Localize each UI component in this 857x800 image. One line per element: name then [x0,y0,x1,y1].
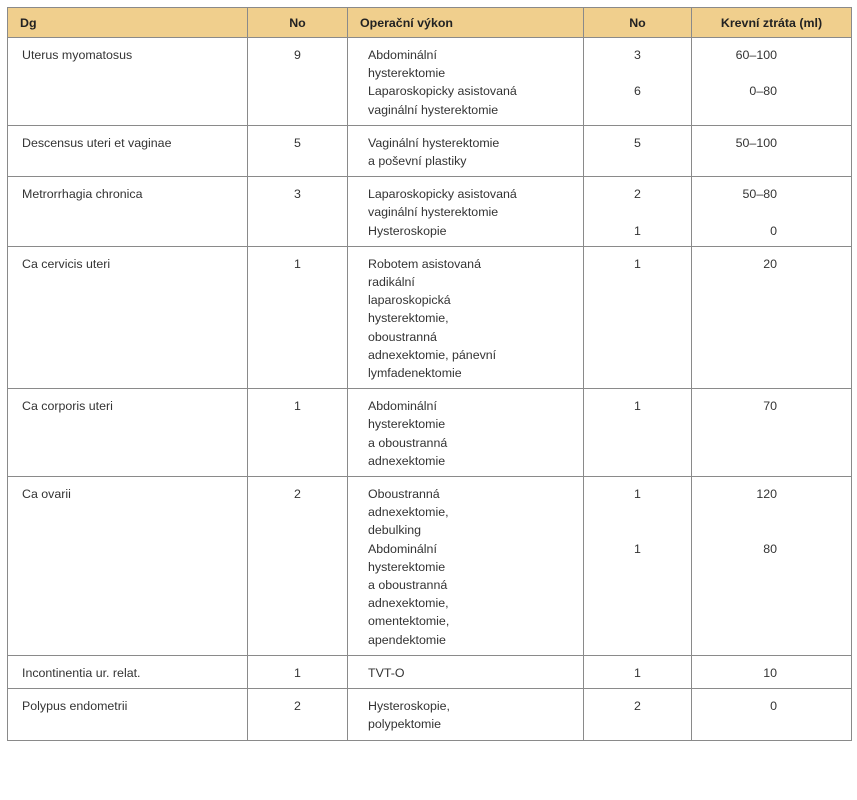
operation-line: a oboustranná [368,435,448,450]
operation-line: omentektomie, [368,614,450,629]
diagnosis-count-cell: 2 [248,477,348,656]
operation-line: laparoskopická [368,293,451,308]
operation-count: 6 [634,84,641,99]
table-row [8,689,852,740]
operation-line: a oboustranná [368,578,448,593]
operation-line: adnexektomie, pánevní [368,347,497,362]
blood-loss-value: 80 [763,541,777,556]
operation-count-cell [584,477,692,656]
table-row [8,38,852,126]
operation-line: oboustranná [368,329,437,344]
operation-count: 5 [634,135,641,150]
operation-item [368,397,571,470]
blood-loss-cell [692,125,852,176]
blood-loss-value: 0 [770,223,777,238]
operation-cell [348,689,584,740]
operation-item [368,664,571,682]
operation-item [368,134,571,170]
operation-line: polypektomie [368,717,442,732]
blood-loss-cell [692,38,852,126]
blood-loss-cell [692,177,852,247]
diagnosis-cell: Ca cervicis uteri [8,246,248,388]
operation-line: hysterektomie [368,66,446,81]
table-row [8,125,852,176]
table-body [8,38,852,741]
surgery-table [7,7,852,741]
operation-cell [348,177,584,247]
blood-loss-value: 20 [763,256,777,271]
diagnosis-cell: Ca corporis uteri [8,389,248,477]
operation-count: 1 [634,541,641,556]
operation-count: 1 [634,399,641,414]
operation-cell [348,655,584,688]
operation-cell [348,38,584,126]
operation-count: 2 [634,187,641,202]
diagnosis-cell: Descensus uteri et vaginae [8,125,248,176]
operation-item [368,82,571,118]
operation-line: Abdominální [368,399,437,414]
diagnosis-count-cell: 1 [248,389,348,477]
blood-loss-value: 60–100 [735,48,777,62]
header-no: No [248,8,348,38]
header-row [8,8,852,38]
operation-line: adnexektomie, [368,596,449,611]
operation-item [368,222,571,240]
blood-loss-value: 0 [770,699,777,714]
operation-line: Laparoskopicky asistovaná [368,187,517,202]
operation-line: adnexektomie [368,453,446,468]
header-op-no: No [584,8,692,38]
operation-line: vaginální hysterektomie [368,205,499,220]
operation-count-cell [584,389,692,477]
operation-line: a poševní plastiky [368,154,467,169]
operation-count-cell [584,246,692,388]
diagnosis-count-cell: 3 [248,177,348,247]
operation-count: 1 [634,487,641,502]
operation-count-cell [584,177,692,247]
blood-loss-cell [692,389,852,477]
operation-count: 1 [634,665,641,680]
diagnosis-cell: Polypus endometrii [8,689,248,740]
blood-loss-cell [692,246,852,388]
operation-line: Laparoskopicky asistovaná [368,84,517,99]
blood-loss-value: 10 [763,665,777,680]
operation-line: Oboustranná [368,487,440,502]
operation-line: debulking [368,523,422,538]
header-dg: Dg [8,8,248,38]
operation-cell [348,125,584,176]
operation-line: hysterektomie [368,417,446,432]
blood-loss-cell [692,689,852,740]
operation-line: Vaginální hysterektomie [368,135,500,150]
operation-line: radikální [368,275,415,290]
operation-count-cell [584,655,692,688]
operation-line: hysterektomie, [368,311,449,326]
operation-cell [348,389,584,477]
operation-item [368,255,571,382]
operation-count-cell [584,125,692,176]
blood-loss-value: 70 [763,399,777,414]
operation-line: vaginální hysterektomie [368,102,499,117]
operation-count: 2 [634,699,641,714]
table-row [8,177,852,247]
operation-count-cell [584,689,692,740]
diagnosis-count-cell: 1 [248,246,348,388]
table-header [8,8,852,38]
operation-cell [348,477,584,656]
blood-loss-value: 50–80 [742,187,777,202]
operation-count: 3 [634,48,641,62]
operation-item [368,540,571,649]
table-row [8,389,852,477]
operation-item [368,485,571,540]
diagnosis-cell: Ca ovarii [8,477,248,656]
operation-line: adnexektomie, [368,505,449,520]
operation-line: hysterektomie [368,559,446,574]
blood-loss-value: 120 [756,487,777,502]
table-row [8,477,852,656]
table-row [8,246,852,388]
operation-line: Abdominální [368,48,437,62]
blood-loss-value: 0–80 [749,84,777,99]
diagnosis-count-cell: 1 [248,655,348,688]
operation-line: Hysteroskopie [368,223,447,238]
diagnosis-cell: Metrorrhagia chronica [8,177,248,247]
blood-loss-cell [692,477,852,656]
operation-item [368,697,571,733]
operation-item [368,185,571,221]
header-blood-loss: Krevní ztráta (ml) [692,8,852,38]
operation-count: 1 [634,256,641,271]
diagnosis-count-cell: 5 [248,125,348,176]
diagnosis-cell: Incontinentia ur. relat. [8,655,248,688]
operation-line: TVT-O [368,665,405,680]
table-row [8,655,852,688]
operation-line: Hysteroskopie, [368,699,450,714]
header-operation: Operační výkon [348,8,584,38]
diagnosis-count-cell: 9 [248,38,348,126]
operation-count: 1 [634,223,641,238]
diagnosis-cell: Uterus myomatosus [8,38,248,126]
operation-item [368,46,571,82]
operation-line: Abdominální [368,541,437,556]
operation-line: apendektomie [368,632,446,647]
blood-loss-value: 50–100 [735,135,777,150]
diagnosis-count-cell: 2 [248,689,348,740]
operation-line: lymfadenektomie [368,366,462,381]
operation-cell [348,246,584,388]
blood-loss-cell [692,655,852,688]
operation-line: Robotem asistovaná [368,256,481,271]
operation-count-cell [584,38,692,126]
